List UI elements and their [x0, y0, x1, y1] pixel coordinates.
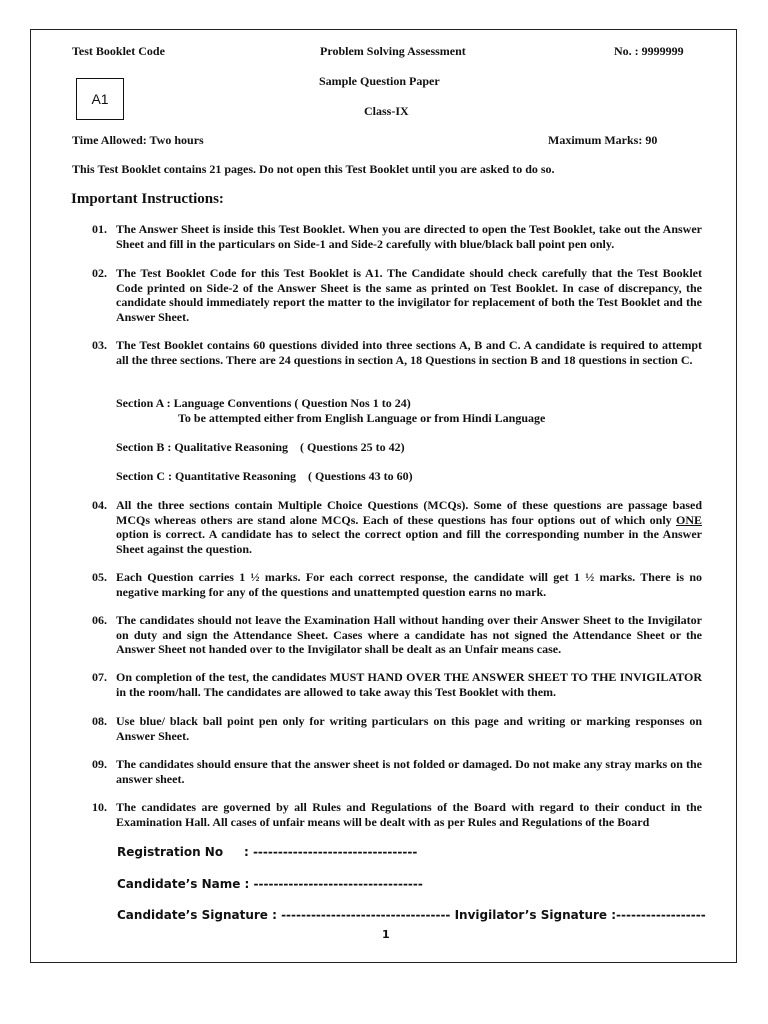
instruction-item-06 — [92, 613, 702, 657]
instruction-text: The candidates should ensure that the answer sheet is not folded or damaged. Do not make any stray marks on the answer sheet. — [116, 757, 702, 786]
instruction-item-07 — [92, 670, 702, 699]
time-allowed: Time Allowed: Two hours — [72, 133, 204, 147]
instruction-item-04 — [92, 498, 702, 556]
registration-number-field: Registration No : --------------------------------- — [117, 845, 418, 859]
section-c-line: Section C : Quantitative Reasoning ( Questions 43 to 60) — [116, 469, 413, 483]
paper-subtitle: Sample Question Paper — [319, 74, 440, 88]
instruction-text — [116, 498, 702, 556]
instruction-text-part: All the three sections contain Multiple Choice Questions (MCQs). Some of these questions are passage based MCQs whereas others are stand alone MCQs. Each of these questions has four options out of which only — [116, 498, 702, 527]
instruction-text: The candidates should not leave the Examination Hall without handing over their Answer Sheet to the Invigilator on duty and sign the Attendance Sheet. Cases where a candidate has not signed the Attendance Sheet or the Answer Sheet not handed over to the Invigilator shall be dealt as an Unfair means case. — [116, 613, 702, 657]
class-label: Class-IX — [364, 104, 409, 118]
section-a-note: To be attempted either from English Language or from Hindi Language — [178, 411, 546, 425]
paper-number: No. : 9999999 — [614, 44, 684, 58]
instruction-text: Each Question carries 1 ½ marks. For each correct response, the candidate will get 1 ½ marks. There is no negative marking for any of the questions and unattempted question earns no mark. — [116, 570, 702, 599]
instruction-number: 08. — [92, 714, 107, 728]
candidate-name-field: Candidate’s Name : ---------------------------------- — [117, 877, 423, 891]
instruction-text: The candidates are governed by all Rules and Regulations of the Board with regard to their conduct in the Examination Hall. All cases of unfair means will be dealt with as per Rules and Regulations of the Board — [116, 800, 702, 829]
booklet-notice: This Test Booklet contains 21 pages. Do not open this Test Booklet until you are asked to do so. — [72, 162, 555, 176]
instruction-emphasis: ONE — [675, 512, 702, 527]
instructions-heading: Important Instructions: — [71, 191, 224, 207]
assessment-title: Problem Solving Assessment — [320, 44, 466, 58]
instruction-number: 01. — [92, 222, 107, 236]
instruction-number: 07. — [92, 670, 107, 684]
instruction-number: 10. — [92, 800, 107, 814]
section-b-line: Section B : Qualitative Reasoning ( Questions 25 to 42) — [116, 440, 405, 454]
instruction-item-10 — [92, 800, 702, 829]
booklet-code-label: Test Booklet Code — [72, 44, 165, 58]
page-number: 1 — [382, 928, 390, 941]
signature-fields: Candidate’s Signature : ---------------------------------- Invigilator’s Signature :------------------ — [117, 908, 706, 922]
instruction-text: The Answer Sheet is inside this Test Booklet. When you are directed to open the Test Booklet, take out the Answer Sheet and fill in the particulars on Side-1 and Side-2 carefully with blue/black ball point pen only. — [116, 222, 702, 251]
instruction-item-08 — [92, 714, 702, 743]
instruction-number: 05. — [92, 570, 107, 584]
instruction-number: 06. — [92, 613, 107, 627]
instruction-text: Use blue/ black ball point pen only for writing particulars on this page and writing or marking responses on Answer Sheet. — [116, 714, 702, 743]
instruction-number: 02. — [92, 266, 107, 280]
instruction-item-09 — [92, 757, 702, 786]
booklet-code-box — [76, 78, 124, 120]
instruction-number: 09. — [92, 757, 107, 771]
maximum-marks: Maximum Marks: 90 — [548, 133, 658, 147]
instruction-text: The Test Booklet Code for this Test Booklet is A1. The Candidate should check carefully that the Test Booklet Code printed on Side-2 of the Answer Sheet is the same as printed on Test Booklet. In case of discrepancy, the candidate should immediately report the matter to the invigilator for replacement of both the Test Booklet and the Answer Sheet. — [116, 266, 702, 324]
instruction-item-05 — [92, 570, 702, 599]
instruction-number: 03. — [92, 338, 107, 352]
instruction-item-03 — [92, 338, 702, 367]
booklet-code-value: A1 — [91, 91, 109, 107]
section-a-line: Section A : Language Conventions ( Question Nos 1 to 24) — [116, 396, 411, 410]
instruction-number: 04. — [92, 498, 107, 512]
instruction-text: On completion of the test, the candidates MUST HAND OVER THE ANSWER SHEET TO THE INVIGILATOR in the room/hall. The candidates are allowed to take away this Test Booklet with them. — [116, 670, 702, 699]
instruction-text-part: option is correct. A candidate has to select the correct option and fill the corresponding number in the Answer Sheet against the question. — [116, 527, 702, 556]
instruction-text: The Test Booklet contains 60 questions divided into three sections A, B and C. A candidate is required to attempt all the three sections. There are 24 questions in section A, 18 Questions in section B and 18 questions in section C. — [116, 338, 702, 367]
instruction-item-01 — [92, 222, 702, 251]
instruction-item-02 — [92, 266, 702, 324]
